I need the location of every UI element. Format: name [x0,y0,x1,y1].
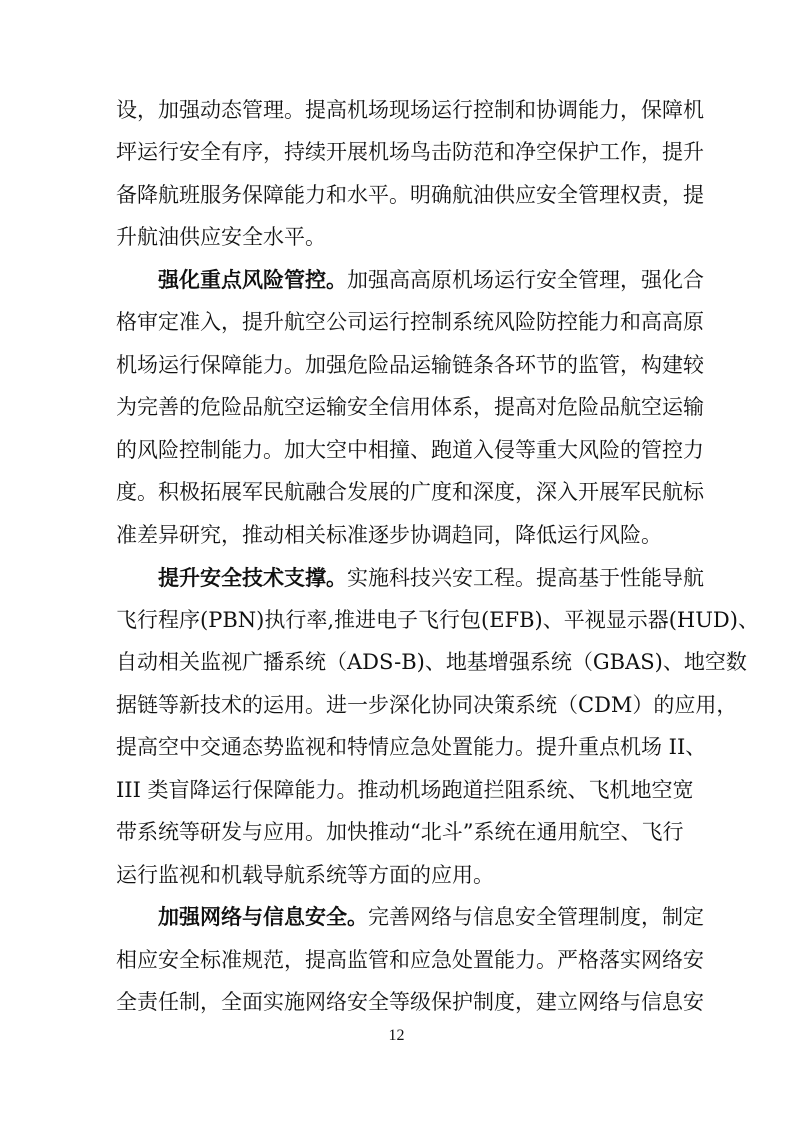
text-run: 完善网络与信息安全管理制度，制定 [368,905,704,929]
text-run: 加强高高原机场运行安全管理，强化合 [347,268,704,292]
text-line: 全责任制，全面实施网络安全等级保护制度，建立网络与信息安 [116,990,704,1014]
text-line: 相应安全标准规范，提高监管和应急处置能力。严格落实网络安 [116,948,704,972]
text-line: 运行监视和机载导航系统等方面的应用。 [116,863,494,887]
text-line: 度。积极拓展军民航融合发展的广度和深度，深入开展军民航标 [116,480,704,504]
text-line: 升航油供应安全水平。 [116,225,326,249]
text-line: 设，加强动态管理。提高机场现场运行控制和协调能力，保障机 [116,98,704,122]
text-line: 为完善的危险品航空运输安全信用体系，提高对危险品航空运输 [116,395,704,419]
text-line: 备降航班服务保障能力和水平。明确航油供应安全管理权责，提 [116,183,704,207]
paragraph-first-line [158,558,704,598]
text-line: 的风险控制能力。加大空中相撞、跑道入侵等重大风险的管控力 [116,438,704,462]
text-line: 飞行程序(PBN)执行率,推进电子飞行包(EFB)、平视显示器(HUD)、 [116,608,759,632]
text-line: 自动相关监视广播系统（ADS-B)、地基增强系统（GBAS)、地空数 [116,650,747,674]
text-line: III 类盲降运行保障能力。推动机场跑道拦阻系统、飞机地空宽 [116,778,694,802]
page-number: 12 [388,1027,405,1044]
paragraph-heading: 加强网络与信息安全。 [158,905,368,929]
paragraph-heading: 提升安全技术支撑。 [158,566,347,590]
text-run: 实施科技兴安工程。提高基于性能导航 [347,566,704,590]
paragraph-heading: 强化重点风险管控。 [158,268,347,292]
paragraph-first-line [158,260,704,300]
paragraph-first-line [158,897,704,937]
text-line: 提高空中交通态势监视和特情应急处置能力。提升重点机场 II、 [116,735,707,759]
text-line: 据链等新技术的运用。进一步深化协同决策系统（CDM）的应用， [116,693,738,717]
text-line: 坪运行安全有序，持续开展机场鸟击防范和净空保护工作，提升 [116,140,704,164]
text-line: 机场运行保障能力。加强危险品运输链条各环节的监管，构建较 [116,353,704,377]
text-line: 准差异研究，推动相关标准逐步协调趋同，降低运行风险。 [116,523,662,547]
text-line: 格审定准入，提升航空公司运行控制系统风险防控能力和高高原 [116,310,704,334]
text-line: 带系统等研发与应用。加快推动“北斗”系统在通用航空、飞行 [116,820,684,844]
